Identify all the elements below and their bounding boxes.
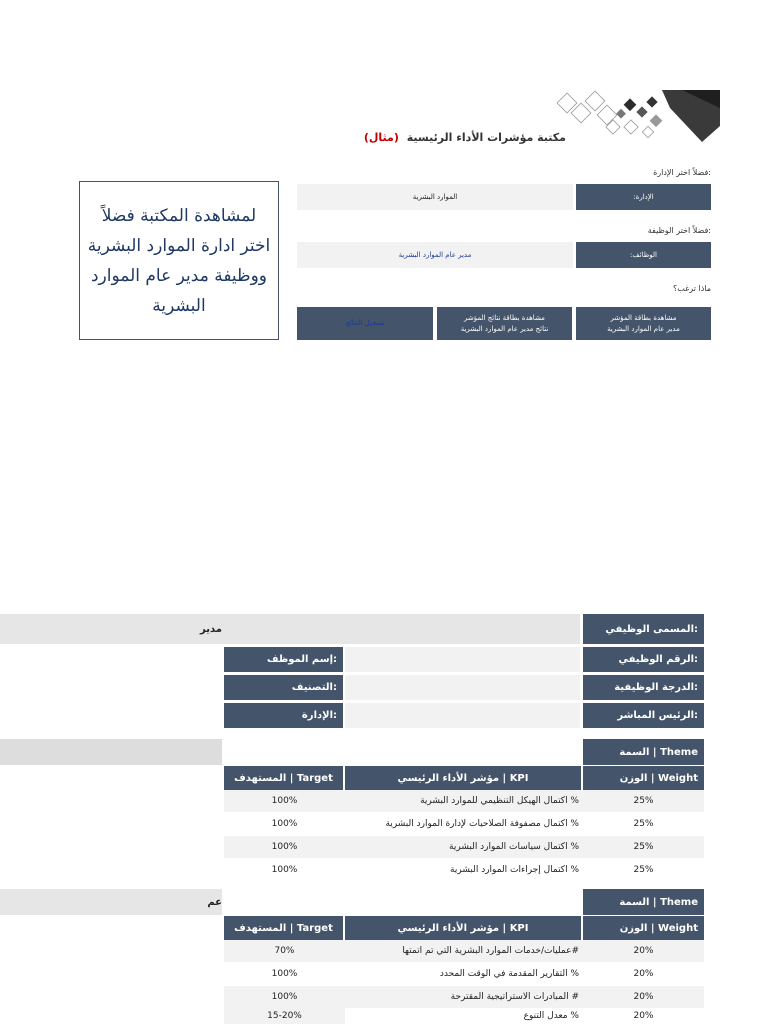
kpi-header-2: KPI | مؤشر الأداء الرئيسي — [345, 916, 581, 940]
job-title-label: :المسمى الوظيفي — [583, 614, 704, 644]
table-row-weight: 20% — [633, 969, 654, 979]
logo-pattern-icon — [552, 88, 720, 142]
table-row-weight: 25% — [583, 790, 704, 812]
table-row-target: 70% — [224, 940, 345, 962]
library-title-text: مكتبة مؤشرات الأداء الرئيسية — [406, 131, 566, 144]
view-kpi-card-line2: مدير عام الموارد البشرية — [607, 324, 680, 333]
view-kpi-card-button[interactable] — [576, 307, 711, 340]
table-row-target: 100% — [271, 865, 298, 875]
department-prompt: :فضلاً اختر الإدارة — [653, 168, 711, 177]
department-dropdown[interactable]: الموارد البشرية — [297, 184, 573, 210]
manager-label: :الرئيس المباشر — [583, 703, 704, 728]
weight-header-1: Weight | الوزن — [583, 766, 704, 790]
job-label: :الوظائف — [576, 242, 711, 268]
weight-header-2: Weight | الوزن — [583, 916, 704, 940]
table-row-kpi: % التقارير المقدمة في الوقت المحدد — [439, 969, 579, 979]
record-results-button[interactable]: تسجيل النتائج — [297, 307, 433, 340]
table-row-target: 15-20% — [224, 1008, 345, 1024]
table-row-weight: 25% — [583, 836, 704, 858]
view-results-card-line1: مشاهدة بطاقة نتائج المؤشر — [464, 313, 545, 322]
view-kpi-card-line1: مشاهدة بطاقة المؤشر — [610, 313, 677, 322]
table-row-weight: 25% — [633, 865, 654, 875]
theme-band-1 — [0, 739, 222, 765]
department-label: :الإدارة — [576, 184, 711, 210]
job-prompt: :فضلاً اختر الوظيفة — [647, 226, 711, 235]
library-title — [364, 131, 566, 144]
job-number-value — [345, 647, 580, 672]
instruction-note-text: لمشاهدة المكتبة فضلاً اختر ادارة الموارد البشرية ووظيفة مدير عام الموارد البشرية — [87, 205, 271, 316]
table-row-target: 100% — [271, 819, 298, 829]
table-row-target: 100% — [271, 969, 298, 979]
theme-header-1: Theme | السمة — [583, 739, 704, 765]
action-prompt: ماذا ترغب؟ — [673, 284, 711, 293]
instruction-note — [79, 181, 279, 340]
job-dropdown[interactable]: مدير عام الموارد البشرية — [297, 242, 573, 268]
table-row-kpi: % اكتمال إجراءات الموارد البشرية — [450, 865, 579, 875]
table-row-weight: 20% — [583, 940, 704, 962]
view-results-card-button[interactable] — [437, 307, 572, 340]
job-number-label: :الرقم الوظيفي — [583, 647, 704, 672]
table-row-kpi: % معدل التنوع — [523, 1011, 579, 1021]
table-row-kpi: % اكتمال سياسات الموارد البشرية — [345, 836, 583, 858]
theme-value-2: عم — [0, 889, 222, 915]
theme-header-2: Theme | السمة — [583, 889, 704, 915]
table-row-target: 100% — [224, 790, 345, 812]
table-row-kpi: % اكتمال الهيكل التنظيمي للموارد البشرية — [345, 790, 583, 812]
table-row-kpi: #عمليات/خدمات الموارد البشرية التي تم اتمتها — [345, 940, 583, 962]
department-info-label: :الإدارة — [224, 703, 343, 728]
classification-label: :التصنيف — [224, 675, 343, 700]
employee-name-label: :إسم الموظف — [224, 647, 343, 672]
table-row-target: 100% — [224, 836, 345, 858]
table-row-kpi: # المبادرات الاستراتيجية المقترحة — [345, 986, 583, 1008]
table-row-weight: 20% — [633, 1011, 654, 1021]
target-header-2: Target | المستهدف — [224, 916, 343, 940]
library-title-example: (مثال) — [363, 131, 399, 144]
view-results-card-line2: نتائج مدير عام الموارد البشرية — [460, 324, 549, 333]
job-title-value: مدير — [0, 614, 580, 644]
table-row-weight: 25% — [633, 819, 654, 829]
table-row-weight: 20% — [583, 986, 704, 1008]
grade-label: :الدرجة الوظيفية — [583, 675, 704, 700]
grade-value — [345, 675, 580, 700]
table-row-target: 100% — [224, 986, 345, 1008]
table-row-kpi: % اكتمال مصفوفة الصلاحيات لإدارة الموارد البشرية — [385, 819, 579, 829]
kpi-header-1: KPI | مؤشر الأداء الرئيسي — [345, 766, 581, 790]
manager-value — [345, 703, 580, 728]
target-header-1: Target | المستهدف — [224, 766, 343, 790]
